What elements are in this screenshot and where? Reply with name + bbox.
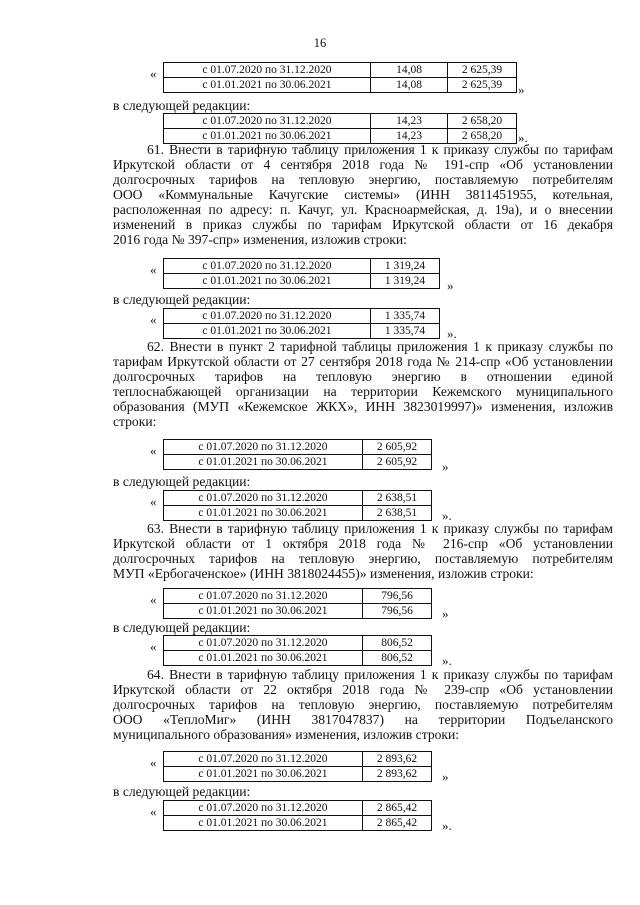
tariff-table-old-64 — [163, 751, 432, 782]
value-cell: 2 638,51 — [363, 491, 432, 506]
redaction-label: в следующей редакции: — [113, 292, 251, 307]
text-line: долгосрочных тарифов на тепловую энергию, поставляемую потребителям — [113, 551, 613, 566]
text-line: долгосрочных тарифов на тепловую энергию, поставляемую потребителям — [113, 697, 613, 712]
value-cell: 2 865,42 — [363, 816, 432, 831]
value-cell: 2 658,20 — [448, 129, 517, 144]
table-row — [164, 440, 432, 455]
value-cell: 2 605,92 — [363, 440, 432, 455]
period-cell: с 01.07.2020 по 31.12.2020 — [164, 752, 363, 767]
text-line: 63. Внести в тарифную таблицу приложения 1 к приказу службы по тарифам — [147, 521, 613, 536]
tariff-table-new-63 — [163, 635, 432, 666]
period-cell: с 01.01.2021 по 30.06.2021 — [164, 604, 363, 619]
open-quote: « — [150, 592, 157, 607]
value-cell: 2 893,62 — [363, 767, 432, 782]
period-cell: с 01.07.2020 по 31.12.2020 — [164, 63, 371, 78]
table-row — [164, 309, 440, 324]
period-cell: с 01.07.2020 по 31.12.2020 — [164, 259, 371, 274]
text-line: муниципального образования» изменения, изложив строки: — [113, 727, 460, 742]
value-cell: 806,52 — [363, 636, 432, 651]
value-cell: 796,56 — [363, 589, 432, 604]
period-cell: с 01.07.2020 по 31.12.2020 — [164, 491, 363, 506]
text-line: 61. Внести в тарифную таблицу приложения 1 к приказу службы по тарифам — [147, 142, 613, 157]
table-row — [164, 801, 432, 816]
table-row — [164, 589, 432, 604]
close-quote: » — [442, 459, 449, 474]
table-row — [164, 651, 432, 666]
close-quote: ». — [518, 130, 528, 145]
table-row — [164, 767, 432, 782]
table-row — [164, 324, 440, 339]
period-cell: с 01.01.2021 по 30.06.2021 — [164, 274, 371, 289]
value-cell: 806,52 — [363, 651, 432, 666]
value-cell: 14,23 — [371, 114, 448, 129]
table-row — [164, 752, 432, 767]
value-cell: 2 865,42 — [363, 801, 432, 816]
page-number: 16 — [313, 36, 327, 50]
period-cell: с 01.01.2021 по 30.06.2021 — [164, 324, 371, 339]
value-cell: 1 335,74 — [371, 324, 440, 339]
close-quote: ». — [442, 508, 452, 523]
open-quote: « — [150, 66, 157, 81]
text-line: Иркутской области от 1 октября 2018 года № 216-спр «Об установлении — [113, 536, 613, 551]
period-cell: с 01.07.2020 по 31.12.2020 — [164, 309, 371, 324]
close-quote: ». — [447, 326, 457, 341]
table-row — [164, 816, 432, 831]
tariff-table-new-top — [163, 113, 517, 144]
table-row — [164, 455, 432, 470]
close-quote: ». — [442, 653, 452, 668]
table-row — [164, 636, 432, 651]
value-cell: 14,23 — [371, 129, 448, 144]
text-line: изменений в приказ службы по тарифам Иркутской области от 16 декабря — [113, 217, 613, 232]
value-cell: 2 625,39 — [448, 63, 517, 78]
redaction-label: в следующей редакции: — [113, 98, 251, 113]
period-cell: с 01.07.2020 по 31.12.2020 — [164, 440, 363, 455]
open-quote: « — [150, 804, 157, 819]
value-cell: 1 319,24 — [371, 274, 440, 289]
period-cell: с 01.07.2020 по 31.12.2020 — [164, 114, 371, 129]
value-cell: 796,56 — [363, 604, 432, 619]
table-row — [164, 114, 517, 129]
value-cell: 2 638,51 — [363, 506, 432, 521]
paragraph-62 — [113, 339, 613, 429]
open-quote: « — [150, 494, 157, 509]
redaction-label: в следующей редакции: — [113, 784, 251, 799]
text-line: 64. Внести в тарифную таблицу приложения 1 к приказу службы по тарифам — [147, 667, 613, 682]
value-cell: 1 319,24 — [371, 259, 440, 274]
text-line: МУП «Ербогаченское» (ИНН 3818024455)» изменения, изложив строки: — [113, 566, 534, 581]
table-row — [164, 274, 440, 289]
period-cell: с 01.01.2021 по 30.06.2021 — [164, 816, 363, 831]
text-line: теплоснабжающей организации на территории Кежемского муниципального — [113, 384, 613, 399]
close-quote: » — [442, 769, 449, 784]
table-row — [164, 491, 432, 506]
period-cell: с 01.07.2020 по 31.12.2020 — [164, 589, 363, 604]
period-cell: с 01.07.2020 по 31.12.2020 — [164, 636, 363, 651]
period-cell: с 01.01.2021 по 30.06.2021 — [164, 506, 363, 521]
text-line: 2016 года № 397-спр» изменения, изложив строки: — [113, 232, 407, 247]
tariff-table-old-62 — [163, 439, 432, 470]
open-quote: « — [150, 755, 157, 770]
value-cell: 2 625,39 — [448, 78, 517, 93]
tariff-table-new-61 — [163, 308, 440, 339]
text-line: Иркутской области от 4 сентября 2018 года № 191-спр «Об установлении — [113, 157, 613, 172]
close-quote: » — [447, 278, 454, 293]
value-cell: 2 658,20 — [448, 114, 517, 129]
period-cell: с 01.01.2021 по 30.06.2021 — [164, 767, 363, 782]
text-line: ООО «Коммунальные Качугские системы» (ИНН 3811451955, котельная, — [113, 187, 613, 202]
tariff-table-old-63 — [163, 588, 432, 619]
text-line: образования (МУП «Кежемское ЖКХ», ИНН 3823019997)» изменения, изложив — [113, 399, 613, 414]
period-cell: с 01.07.2020 по 31.12.2020 — [164, 801, 363, 816]
text-line: Иркутской области от 22 октября 2018 года № 239-спр «Об установлении — [113, 682, 613, 697]
text-line: строки: — [113, 414, 157, 429]
text-line: тарифам Иркутской области от 27 сентября 2018 года № 214-спр «Об установлении — [113, 354, 613, 369]
redaction-label: в следующей редакции: — [113, 620, 251, 635]
period-cell: с 01.01.2021 по 30.06.2021 — [164, 129, 371, 144]
table-row — [164, 63, 517, 78]
value-cell: 14,08 — [371, 63, 448, 78]
paragraph-63 — [113, 521, 613, 581]
close-quote: » — [442, 606, 449, 621]
text-line: 62. Внести в пункт 2 тарифной таблицы приложения 1 к приказу службы по — [147, 339, 613, 354]
value-cell: 14,08 — [371, 78, 448, 93]
period-cell: с 01.01.2021 по 30.06.2021 — [164, 651, 363, 666]
redaction-label: в следующей редакции: — [113, 474, 251, 489]
table-row — [164, 604, 432, 619]
paragraph-61 — [113, 142, 613, 247]
paragraph-64 — [113, 667, 613, 742]
tariff-table-new-64 — [163, 800, 432, 831]
value-cell: 1 335,74 — [371, 309, 440, 324]
table-row — [164, 78, 517, 93]
close-quote: ». — [442, 818, 452, 833]
tariff-table-new-62 — [163, 490, 432, 521]
text-line: долгосрочных тарифов на тепловую энергию в отношении единой — [113, 369, 613, 384]
tariff-table-old-top — [163, 62, 517, 93]
table-row — [164, 506, 432, 521]
text-line: расположенная по адресу: п. Качуг, ул. Красноармейская, д. 19а), и о внесении — [113, 202, 613, 217]
table-row — [164, 259, 440, 274]
period-cell: с 01.01.2021 по 30.06.2021 — [164, 455, 363, 470]
open-quote: « — [150, 443, 157, 458]
close-quote: » — [518, 82, 525, 97]
value-cell: 2 893,62 — [363, 752, 432, 767]
tariff-table-old-61 — [163, 258, 440, 289]
period-cell: с 01.01.2021 по 30.06.2021 — [164, 78, 371, 93]
open-quote: « — [150, 312, 157, 327]
value-cell: 2 605,92 — [363, 455, 432, 470]
text-line: ООО «ТеплоМиг» (ИНН 3817047837) на территории Подъеланского — [113, 712, 613, 727]
text-line: долгосрочных тарифов на тепловую энергию, поставляемую потребителям — [113, 172, 613, 187]
open-quote: « — [150, 639, 157, 654]
open-quote: « — [150, 262, 157, 277]
